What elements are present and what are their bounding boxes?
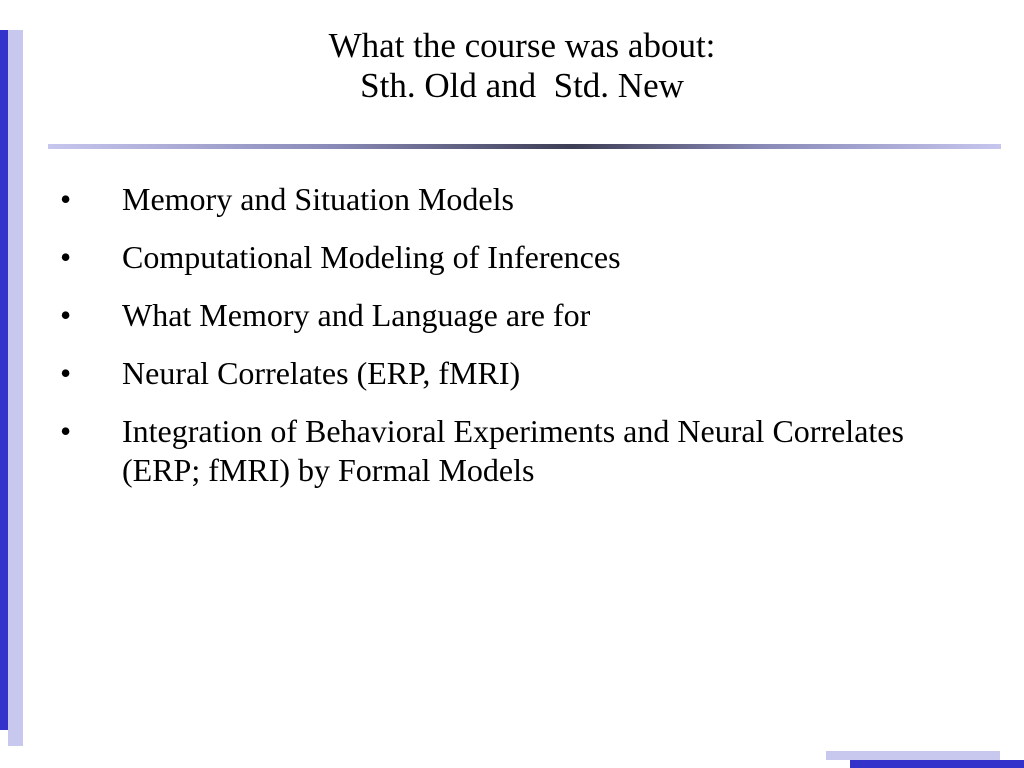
bullet-marker: • <box>60 297 72 333</box>
bullet-text: Neural Correlates (ERP, fMRI) <box>122 355 521 391</box>
bullet-item <box>60 238 960 277</box>
left-accent-bar-light <box>8 30 23 746</box>
bullet-item <box>60 296 960 335</box>
bullet-text: Computational Modeling of Inferences <box>122 239 621 275</box>
bullet-item <box>60 354 960 393</box>
bullet-marker: • <box>60 355 72 391</box>
bottom-right-accent-bar-light <box>826 751 1000 760</box>
bullet-marker: • <box>60 181 72 217</box>
bullet-marker: • <box>60 413 72 449</box>
bullet-marker: • <box>60 239 72 275</box>
bullet-item <box>60 180 960 219</box>
slide-title <box>20 26 1024 106</box>
bullet-text: Memory and Situation Models <box>122 181 514 217</box>
slide-title-line-1: What the course was about: <box>328 26 716 65</box>
title-divider <box>48 144 1001 149</box>
slide-title-line-2: Sth. Old and Std. New <box>360 66 684 105</box>
bullet-list <box>60 180 960 509</box>
bullet-text: What Memory and Language are for <box>122 297 591 333</box>
left-accent-bar-dark <box>0 30 8 730</box>
bullet-text: Integration of Behavioral Experiments and Neural Correlates (ERP; fMRI) by Formal Models <box>122 413 904 488</box>
bullet-item <box>60 412 960 490</box>
bottom-right-accent-bar-dark <box>850 760 1024 768</box>
